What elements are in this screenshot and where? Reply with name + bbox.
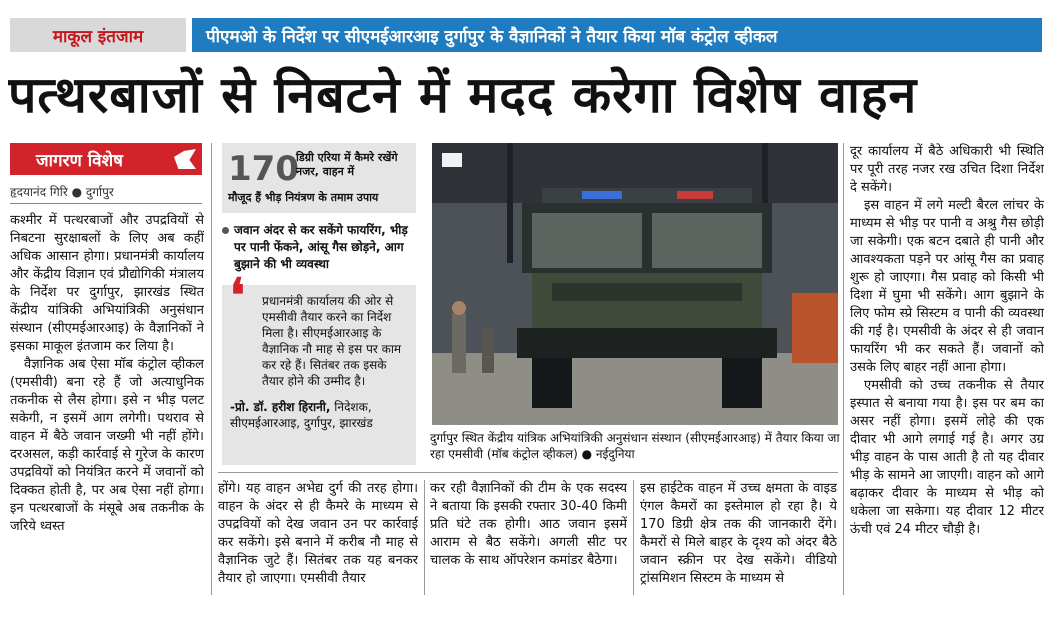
brand-text: जागरण विशेष — [36, 150, 123, 171]
photo-caption: दुर्गापुर स्थित केंद्रीय यांत्रिक अभियांत्रिकी अनुसंधान संस्थान (सीएमईआरआइ) में तैयार किया जा रहा एमसीवी (मॉब कंट्रोल व्हीकल) ● नईदुनिया — [430, 431, 840, 461]
section-divider — [218, 472, 838, 473]
stat-text: डिग्री एरिया में कैमरे रखेंगे नजर, वाहन में — [296, 151, 398, 178]
bullet-icon — [222, 227, 229, 234]
stat-box — [222, 143, 416, 213]
quote-author-name: -प्रो. डॉ. हरीश हिरानी, — [230, 400, 331, 414]
article-column-2 — [218, 480, 418, 598]
headline: पत्थरबाजों से निबटने में मदद करेगा विशेष वाहन — [8, 66, 918, 124]
column-divider — [633, 480, 634, 595]
paragraph: एमसीवी को उच्च तकनीक से तैयार इस्पात से बनाया गया है। इस पर बम का असर नहीं होगा। इसमें लोहे की एक दीवार भी आगे लगाई गई है। अगर उग्र भीड़ वाहन के पास आती है तो यह दीवार भीड़ के सामने आ जाएगी। वाहन को आगे बढ़ाकर दीवार के माध्यम से भीड़ को धकेला जा सकेगा। यह दीवार 12 मीटर ऊंची एवं 24 मीटर चौड़ी है। — [850, 378, 1044, 537]
stat-number: 170 — [228, 149, 299, 189]
kicker-label: माकूल इंतजाम — [10, 18, 186, 52]
stat-text-line2: मौजूद हैं भीड़ नियंत्रण के तमाम उपाय — [228, 191, 379, 204]
paragraph: इस हाईटेक वाहन में उच्च क्षमता के वाइड एंगल कैमरों का इस्तेमाल हो रहा है। ये 170 डिग्री क्षेत्र तक की जानकारी देंगे। कैमरों से मिले बाहर के दृश्य को अंदर बैठे जवान स्क्रीन पर देख सकेंगे। वीडियो ट्रांसमिशन सिस्टम के माध्यम से — [640, 481, 837, 586]
byline-divider — [10, 203, 202, 204]
pointing-hand-icon — [174, 149, 196, 169]
column-divider — [211, 143, 212, 595]
quote-author-role: निदेशक, सीएमईआरआइ, दुर्गापुर, झारखंड — [230, 400, 373, 430]
column-divider — [424, 480, 425, 595]
article-column-4 — [640, 480, 837, 598]
paragraph: इस वाहन में लगे मल्टी बैरल लांचर के माध्यम से भीड़ पर पानी व अश्रु गैस छोड़ी जा सकेगी। एक बटन दबाते ही पानी और आवश्यकता पड़ने पर आंसू गैस का प्रवाह शुरू हो जाएगा। गैस प्रवाह को किसी भी दिशा में घुमा भी सकेंगे। आग बुझाने के लिए फोम स्प्रे सिस्टम व पानी की व्यवस्था की गई है। एमसीवी के अंदर से ही जवान फायरिंग भी कर सकते हैं। जवानों को उसके लिए बाहर नहीं आना होगा। — [850, 198, 1044, 375]
bullet-text: जवान अंदर से कर सकेंगे फायरिंग, भीड़ पर पानी फेंकने, आंसू गैस छोड़ने, आग बुझाने की भी व्यवस्था — [234, 223, 408, 271]
kicker-bar — [10, 18, 1042, 52]
highlight-bullet — [222, 222, 416, 273]
vehicle-photo-illustration — [432, 143, 838, 425]
column-divider — [843, 143, 844, 595]
quote-box — [222, 268, 416, 465]
paragraph: कर रही वैज्ञानिकों की टीम के एक सदस्य ने बताया कि इसकी रफ्तार 30-40 किमी प्रति घंटे तक होगी। आठ जवान इसमें आराम से बैठ सकेंगे। अगली सीट पर चालक के साथ ऑपरेशन कमांडर बैठेगा। — [430, 481, 627, 568]
byline: हृदयानंद गिरि ● दुर्गापुर — [10, 185, 114, 199]
paragraph: दूर कार्यालय में बैठे अधिकारी भी स्थिति पर पूरी तरह नजर रख उचित दिशा निर्देश दे सकेंगे। — [850, 144, 1044, 195]
paragraph: वैज्ञानिक अब ऐसा मॉब कंट्रोल व्हीकल (एमसीवी) बना रहे हैं जो अत्याधुनिक तकनीक से लैस होगा। इसे न भीड़ पलट सकेगी, न इसमें आग लगेगी। पथराव से वाहन में बैठे जवान जख्मी भी नहीं होंगे। दरअसल, कड़ी कार्रवाई से गुरेज के कारण उपद्रवियों को नियंत्रित करने में जवानों को दिक्कत होती है, पर अब ऐसा नहीं होगा। इन पत्थरबाजों के मंसूबे अब तकनीक के जरिये ध्वस्त — [10, 357, 204, 534]
article-column-3 — [430, 480, 627, 598]
quote-author — [230, 399, 408, 431]
quote-text: प्रधानमंत्री कार्यालय की ओर से एमसीवी तैयार करने का निर्देश मिला है। सीएमईआरआइ के वैज्ञानिक नौ माह से इस पर काम कर रहे हैं। सितंबर तक इसके तैयार होने की उम्मीद है। — [262, 294, 402, 388]
quote-mark-icon: ❛ — [230, 268, 245, 322]
paragraph: कश्मीर में पत्थरबाजों और उपद्रवियों से निबटना सुरक्षाबलों के लिए अब कहीं अधिक आसान होगा। प्रधानमंत्री कार्यालय और केंद्रीय विज्ञान एवं प्रौद्योगिकी मंत्रालय के निर्देश पर दुर्गापुर, झारखंड स्थित केंद्रीय यांत्रिकी अभियांत्रिकी अनुसंधान संस्थान (सीएमईआरआइ) के वैज्ञानिकों ने इसका माकूल इंतजाम कर लिया है। — [10, 213, 204, 354]
kicker-text: पीएमओ के निर्देश पर सीएमईआरआइ दुर्गापुर के वैज्ञानिकों ने तैयार किया मॉब कंट्रोल व्हीकल — [192, 18, 1042, 52]
article-column-5 — [850, 143, 1044, 598]
brand-label — [10, 143, 202, 175]
vehicle-photo — [432, 143, 838, 425]
article-column-1 — [10, 212, 204, 598]
paragraph: होंगे। यह वाहन अभेद्य दुर्ग की तरह होगा। वाहन के अंदर से ही कैमरे के माध्यम से उपद्रवियों को देख जवान उन पर कार्रवाई कर सकेंगे। इसे बनाने में करीब नौ माह से वैज्ञानिक जुटे हैं। सितंबर तक यह बनकर तैयार हो जाएगा। एमसीवी तैयार — [218, 481, 418, 586]
